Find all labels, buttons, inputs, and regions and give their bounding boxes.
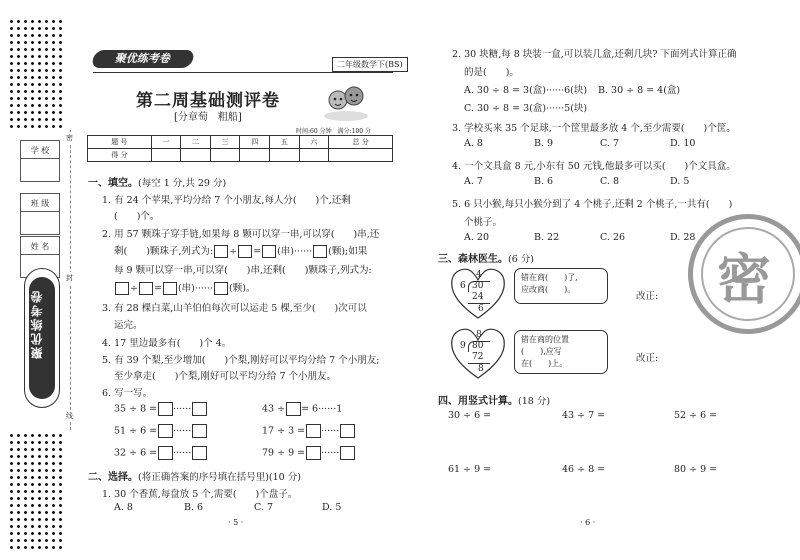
secret-stamp-icon: 密 [688,214,800,334]
score-cell[interactable] [151,149,181,162]
s2-q1-option-c[interactable]: C. 7 [254,502,274,513]
calc-item: 46 ÷ 8 = [562,464,606,475]
h1-divisor: 6 [460,281,466,291]
speech-bubble-2: 错在商的位置 ( ),应写 在( )上。 [514,330,608,374]
brand-logo: 聚优练考卷 [91,50,196,68]
s2-q3-option-b[interactable]: B. 9 [534,138,554,149]
seal-mark-3: 线 [66,412,73,420]
dot-pattern-bottom [8,432,64,550]
score-col: 三 [210,136,240,149]
answer-box[interactable] [139,282,153,295]
s2-q2-option-a[interactable]: A. 30 ÷ 8 = 3(盒)······6(块) [464,85,588,96]
h2-quotient: 8 [476,330,482,340]
s2-q2-option-b[interactable]: B. 30 ÷ 8 = 4(盒) [598,85,681,96]
s2-q2-line-b: 的是( )。 [464,67,519,78]
h1-remainder: 6 [478,304,484,314]
answer-box[interactable] [115,282,129,295]
section-2-heading: 二、选择。(将正确答案的序号填在括号里)(10 分) [88,472,301,483]
score-col: 题 号 [88,136,152,149]
q6-line: 6. 写一写。 [102,388,153,399]
score-col: 一 [151,136,181,149]
q1-line-a: 1. 有 24 个苹果,平均分给 7 个小朋友,每人分( )个,还剩 [102,195,351,206]
fill-item: 32 ÷ 6 = ······ [114,446,207,460]
side-brand-band [24,268,60,408]
fix-label-1: 改正: [636,291,659,302]
s2-q4-option-c[interactable]: C. 8 [600,176,620,187]
s2-q1-option-a[interactable]: A. 8 [114,502,133,513]
h1-product: 24 [472,292,484,302]
s2-q3-line: 3. 学校买来 35 个足球,一个筐里最多放 4 个,至少需要( )个筐。 [452,123,736,134]
q2-line-b: 剩( )颗珠子,列式为: ÷ = (串)······ (颗);如果 [114,246,368,257]
fill-item: 79 ÷ 9 = ······ [262,446,355,460]
answer-box[interactable] [340,446,355,460]
answer-box[interactable] [313,245,327,258]
page-subtitle: [分章萄 粗船] [174,112,242,123]
answer-box[interactable] [158,424,173,438]
h1-quotient: 4 [476,270,482,280]
s2-q4-option-b[interactable]: B. 6 [534,176,554,187]
q2-line-d: ÷ = (串)······ (颗)。 [114,280,255,295]
s2-q3-option-c[interactable]: C. 7 [600,138,620,149]
answer-box[interactable] [158,446,173,460]
answer-box[interactable] [214,282,228,295]
answer-box[interactable] [286,402,301,416]
section-4-heading: 四、用竖式计算。(18 分) [438,396,551,407]
score-cell[interactable] [210,149,240,162]
s2-q4-line: 4. 一个文具盒 8 元,小东有 50 元钱,他最多可以买( )个文具盒。 [452,161,736,172]
s2-q5-option-c[interactable]: C. 26 [600,232,626,243]
binding-strip [0,0,86,560]
seal-mark-1: 密 [66,134,73,142]
name-field[interactable]: 姓 名 [20,236,60,278]
answer-box[interactable] [163,282,177,295]
calc-item: 30 ÷ 6 = [448,410,492,421]
h2-remainder: 8 [478,364,484,374]
s2-q2-line-a: 2. 30 块糖,每 8 块装一盒,可以装几盒,还剩几块? 下面列式计算正确 [452,49,737,60]
side-brand-text: 聚优练考卷 [30,289,44,359]
q2-line-c: 每 9 颗可以穿一串,可以穿( )串,还剩( )颗珠子,列式为: [114,265,372,276]
score-cell[interactable] [270,149,300,162]
section-3-heading: 三、森林医生。(6 分) [438,254,534,265]
fill-item: 17 ÷ 3 = ······ [262,424,355,438]
page-number-left: · 5 · [228,518,244,527]
seal-mark-2: 封 [66,274,73,282]
fill-item: 51 ÷ 6 = ······ [114,424,207,438]
score-col: 总 分 [329,136,393,149]
section-1-heading: 一、填空。(每空 1 分,共 29 分) [88,178,227,189]
answer-box[interactable] [262,245,276,258]
score-cell[interactable] [329,149,393,162]
calc-item: 61 ÷ 9 = [448,464,492,475]
score-col: 二 [181,136,211,149]
page-number-right: · 6 · [580,518,596,527]
page-title: 第二周基础测评卷 [136,91,280,111]
speech-bubble-1: 错在商( )了, 应改商( )。 [514,268,608,304]
score-cell[interactable] [240,149,270,162]
cartoon-kids-icon [322,82,370,122]
answer-box[interactable] [238,245,252,258]
score-header-row [88,136,393,149]
score-cell[interactable] [299,149,329,162]
time-info: 时间:60 分钟 满分:100 分 [296,128,371,135]
s2-q1-option-b[interactable]: B. 6 [184,502,204,513]
h2-product: 72 [472,352,484,362]
s2-q5-option-d[interactable]: D. 28 [670,232,696,243]
score-cell[interactable] [181,149,211,162]
s2-q5-line-a: 5. 6 只小猴,每只小猴分到了 4 个桃子,还剩 2 个桃子,一共有( ) [452,199,733,210]
school-field[interactable]: 学 校 [20,140,60,182]
calc-item: 52 ÷ 6 = [674,410,718,421]
q3-line-b: 运完。 [114,320,143,331]
grade-tag: 二年级数学下(BS) [332,57,408,72]
s2-q4-option-d[interactable]: D. 5 [670,176,690,187]
answer-box[interactable] [214,245,228,258]
answer-box[interactable] [192,402,207,416]
fix-label-2: 改正: [636,353,659,364]
calc-item: 80 ÷ 9 = [674,464,718,475]
s2-q4-option-a[interactable]: A. 7 [464,176,483,187]
q5-line-b: 至少拿走( )个梨,刚好可以平均分给 7 个小朋友。 [114,371,337,382]
answer-box[interactable] [158,402,173,416]
calc-item: 43 ÷ 7 = [562,410,606,421]
answer-box[interactable] [192,424,207,438]
s2-q1-option-d[interactable]: D. 5 [322,502,342,513]
score-table [87,135,393,162]
fill-item: 35 ÷ 8 = ······ [114,402,207,416]
fill-item: 43 ÷ = 6······1 [262,403,343,415]
score-value-row [88,149,393,162]
score-col: 四 [240,136,270,149]
s2-q3-option-d[interactable]: D. 10 [670,138,696,149]
h2-dividend: 80 [472,341,484,351]
score-col: 五 [270,136,300,149]
q2-line-a: 2. 用 57 颗珠子穿手链,如果每 8 颗可以穿一串,可以穿( )串,还 [102,229,380,240]
h1-dividend: 30 [472,281,484,291]
answer-box[interactable] [192,446,207,460]
answer-box[interactable] [306,424,321,438]
s2-q5-option-b[interactable]: B. 22 [534,232,560,243]
q4-line: 4. 17 里边最多有( )个 4。 [102,338,232,349]
s2-q5-line-b: 个桃子。 [464,217,503,228]
q1-line-b: ( )个。 [114,211,160,222]
h2-divisor: 9 [460,341,466,351]
answer-box[interactable] [306,446,321,460]
s2-q2-option-c[interactable]: C. 30 ÷ 8 = 3(盒)······5(块) [464,103,588,114]
s2-q1-line: 1. 30 个香蕉,每盘放 5 个,需要( )个盘子。 [102,489,298,500]
score-col: 六 [299,136,329,149]
q3-line-a: 3. 有 28 棵白菜,山羊伯伯每次可以运走 5 棵,至少( )次可以 [102,303,367,314]
class-field[interactable]: 班 级 [20,193,60,235]
score-row-label: 得 分 [88,149,152,162]
s2-q5-option-a[interactable]: A. 20 [464,232,489,243]
q5-line-a: 5. 有 39 个梨,至少增加( )个梨,刚好可以平均分给 7 个小朋友; [102,355,380,366]
answer-box[interactable] [340,424,355,438]
dot-pattern-top [8,18,64,128]
s2-q3-option-a[interactable]: A. 8 [464,138,483,149]
header-rule [93,72,393,73]
